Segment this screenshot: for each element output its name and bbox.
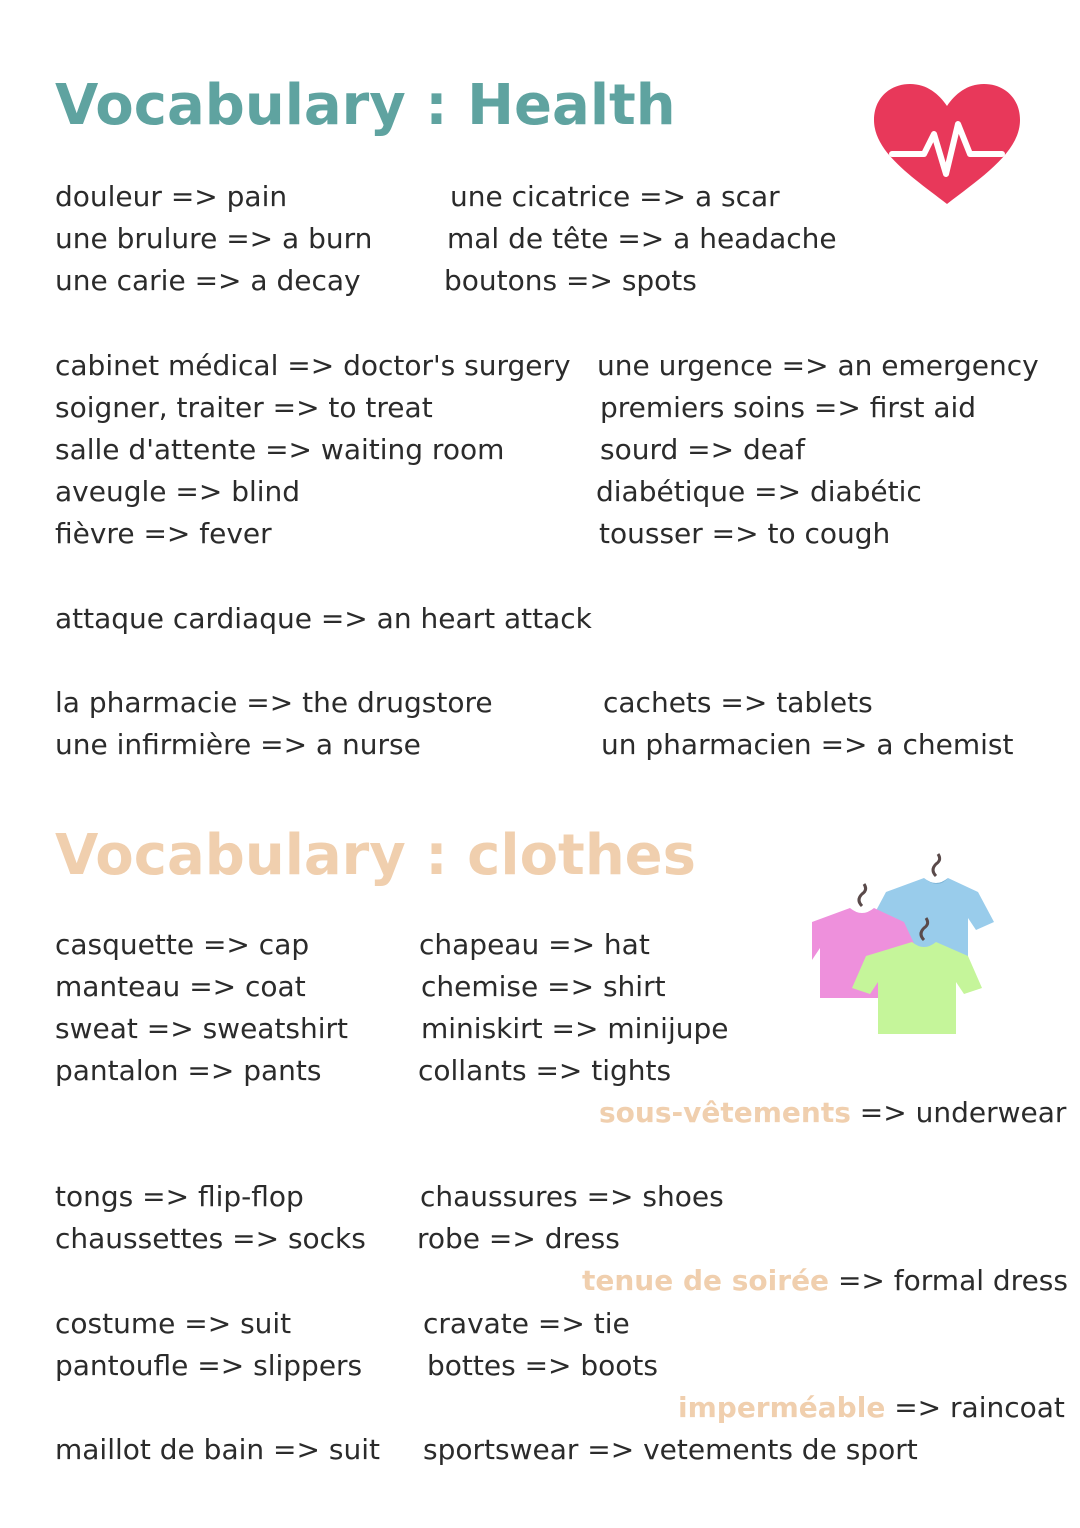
clothes-title: Vocabulary : clothes	[55, 823, 696, 888]
vocab-item: miniskirt => minijupe	[421, 1012, 729, 1045]
highlight-term: sous-vêtements	[599, 1096, 851, 1129]
vocab-item: casquette => cap	[55, 928, 310, 961]
vocab-item: une carie => a decay	[55, 264, 361, 297]
vocab-item: chaussettes => socks	[55, 1222, 366, 1255]
vocab-item: une infirmière => a nurse	[55, 728, 421, 761]
vocab-item: chaussures => shoes	[420, 1180, 724, 1213]
vocab-item: boutons => spots	[444, 264, 697, 297]
vocab-item: mal de tête => a headache	[447, 222, 837, 255]
vocab-item: soigner, traiter => to treat	[55, 391, 433, 424]
vocab-item: costume => suit	[55, 1307, 292, 1340]
vocab-item: attaque cardiaque => an heart attack	[55, 602, 592, 635]
vocab-item-highlight	[599, 1096, 1067, 1129]
translation: => underwear	[850, 1096, 1067, 1129]
vocab-item: robe => dress	[417, 1222, 620, 1255]
highlight-term: imperméable	[678, 1391, 886, 1424]
vocab-item: sportswear => vetements de sport	[423, 1433, 918, 1466]
health-title: Vocabulary : Health	[55, 73, 676, 138]
vocab-item: premiers soins => first aid	[600, 391, 977, 424]
vocab-item: salle d'attente => waiting room	[55, 433, 505, 466]
vocab-item: cachets => tablets	[603, 686, 873, 719]
vocab-item: cabinet médical => doctor's surgery	[55, 349, 571, 382]
vocab-item: chapeau => hat	[419, 928, 650, 961]
vocab-item: fièvre => fever	[55, 517, 272, 550]
vocab-item: chemise => shirt	[421, 970, 666, 1003]
vocab-item: collants => tights	[418, 1054, 672, 1087]
vocab-item: la pharmacie => the drugstore	[55, 686, 493, 719]
vocab-item: diabétique => diabétic	[596, 475, 922, 508]
vocab-item: une urgence => an emergency	[597, 349, 1039, 382]
vocab-item: tousser => to cough	[599, 517, 891, 550]
vocab-item: cravate => tie	[423, 1307, 630, 1340]
vocab-item: une brulure => a burn	[55, 222, 373, 255]
vocab-item: maillot de bain => suit	[55, 1433, 380, 1466]
vocab-item: un pharmacien => a chemist	[601, 728, 1014, 761]
translation: => formal dress	[829, 1264, 1068, 1297]
vocab-item: sourd => deaf	[600, 433, 805, 466]
vocab-item: douleur => pain	[55, 180, 288, 213]
heart-pulse-icon	[872, 82, 1022, 208]
vocab-item: bottes => boots	[427, 1349, 658, 1382]
translation: => raincoat	[885, 1391, 1065, 1424]
vocab-item: pantalon => pants	[55, 1054, 322, 1087]
vocab-item: sweat => sweatshirt	[55, 1012, 349, 1045]
vocab-item: aveugle => blind	[55, 475, 301, 508]
vocab-item: tongs => flip-flop	[55, 1180, 304, 1213]
vocab-item-highlight	[678, 1391, 1065, 1424]
vocab-item: une cicatrice => a scar	[450, 180, 780, 213]
tshirts-on-hangers-icon	[812, 850, 1002, 1040]
vocab-item-highlight	[582, 1264, 1068, 1297]
highlight-term: tenue de soirée	[582, 1264, 830, 1297]
vocab-item: manteau => coat	[55, 970, 306, 1003]
vocab-item: pantoufle => slippers	[55, 1349, 363, 1382]
